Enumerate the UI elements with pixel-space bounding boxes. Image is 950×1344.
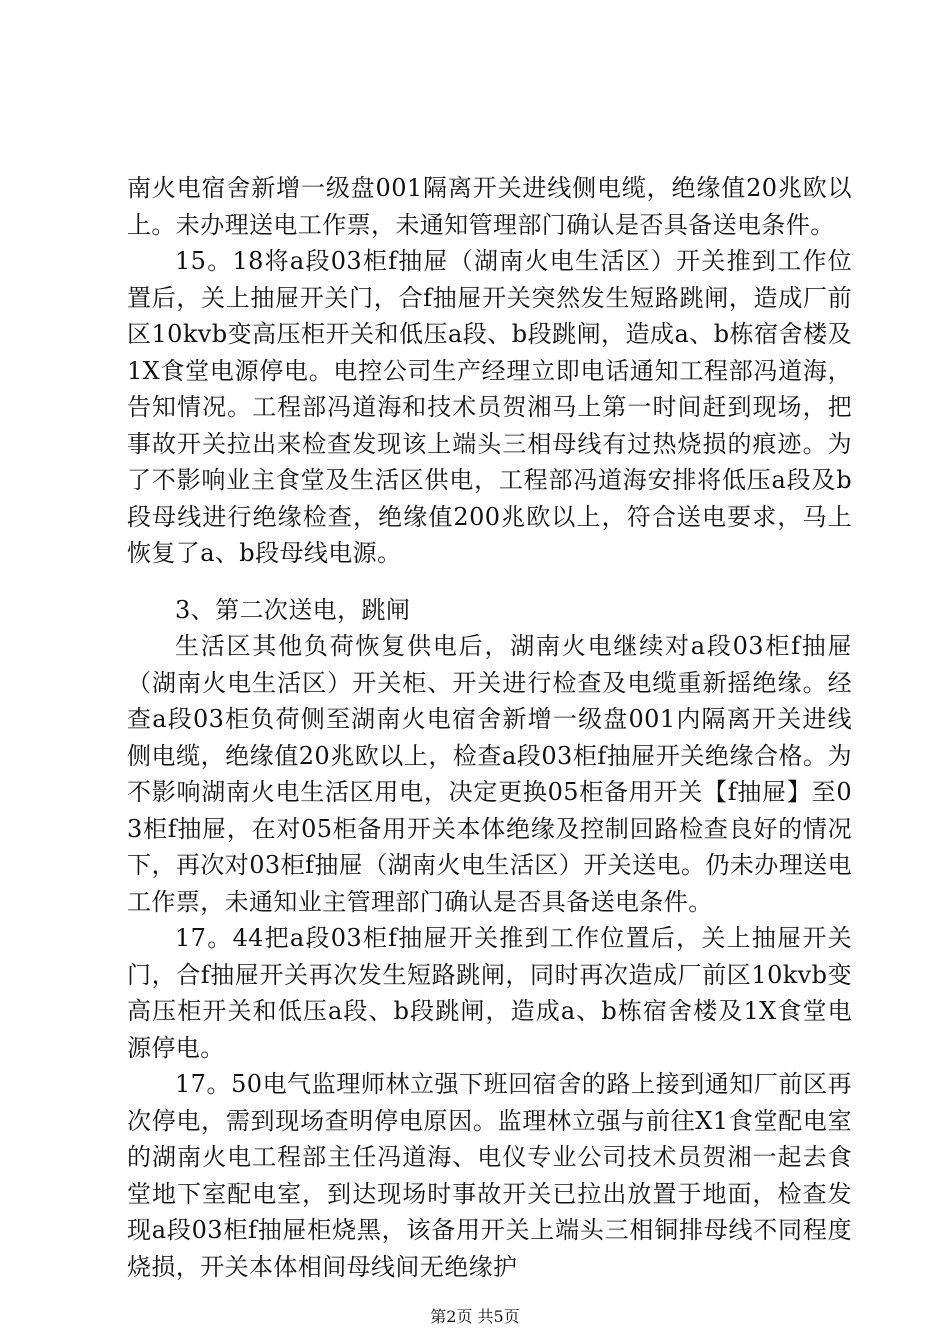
- document-body: [127, 170, 852, 1285]
- section-heading: 3、第二次送电，跳闸: [175, 595, 411, 624]
- paragraph-inspection: 生活区其他负荷恢复供电后，湖南火电继续对a段03柜f抽屉（湖南火电生活区）开关柜、开关进行检查及电缆重新摇绝缘。经查a段03柜负荷侧至湖南火电宿舍新增一级盘001内隔离开关进线侧电缆，绝缘值20兆欧以上，检查a段03柜f抽屉开关绝缘合格。为不影响湖南火电生活区用电，决定更换05柜备用开关【f抽屉】至03柜f抽屉，在对05柜备用开关本体绝缘及控制回路检查良好的情况下，再次对03柜f抽屉（湖南火电生活区）开关送电。仍未办理送电工作票，未通知业主管理部门确认是否具备送电条件。: [127, 632, 852, 916]
- paragraph-continuation: 南火电宿舍新增一级盘001隔离开关进线侧电缆，绝缘值20兆欧以上。未办理送电工作票，未通知管理部门确认是否具备送电条件。: [127, 174, 852, 239]
- paragraph-first-trip: 15。18将a段03柜f抽屉（湖南火电生活区）开关推到工作位置后，关上抽屉开关门，合f抽屉开关突然发生短路跳闸，造成厂前区10kvb变高压柜开关和低压a段、b段跳闸，造成a、b栋宿舍楼及1X食堂电源停电。电控公司生产经理立即电话通知工程部冯道海，告知情况。工程部冯道海和技术员贺湘马上第一时间赶到现场，把事故开关拉出来检查发现该上端头三相母线有过热烧损的痕迹。为了不影响业主食堂及生活区供电，工程部冯道海安排将低压a段及b段母线进行绝缘检查，绝缘值200兆欧以上，符合送电要求，马上恢复了a、b段母线电源。: [127, 247, 852, 567]
- paragraph-supervisor: 17。50电气监理师林立强下班回宿舍的路上接到通知厂前区再次停电，需到现场查明停电原因。监理林立强与前往X1食堂配电室的湖南火电工程部主任冯道海、电仪专业公司技术员贺湘一起去食堂地下室配电室，到达现场时事故开关已拉出放置于地面，检查发现a段03柜f抽屉柜烧黑，该备用开关上端头三相铜排母线不同程度烧损，开关本体相间母线间无绝缘护: [127, 1070, 852, 1281]
- paragraph-second-trip: 17。44把a段03柜f抽屉开关推到工作位置后，关上抽屉开关门，合f抽屉开关再次发生短路跳闸，同时再次造成厂前区10kvb变高压柜开关和低压a段、b段跳闸，造成a、b栋宿舍楼及1X食堂电源停电。: [127, 924, 852, 1062]
- page-number: 第2页 共5页: [430, 1307, 520, 1326]
